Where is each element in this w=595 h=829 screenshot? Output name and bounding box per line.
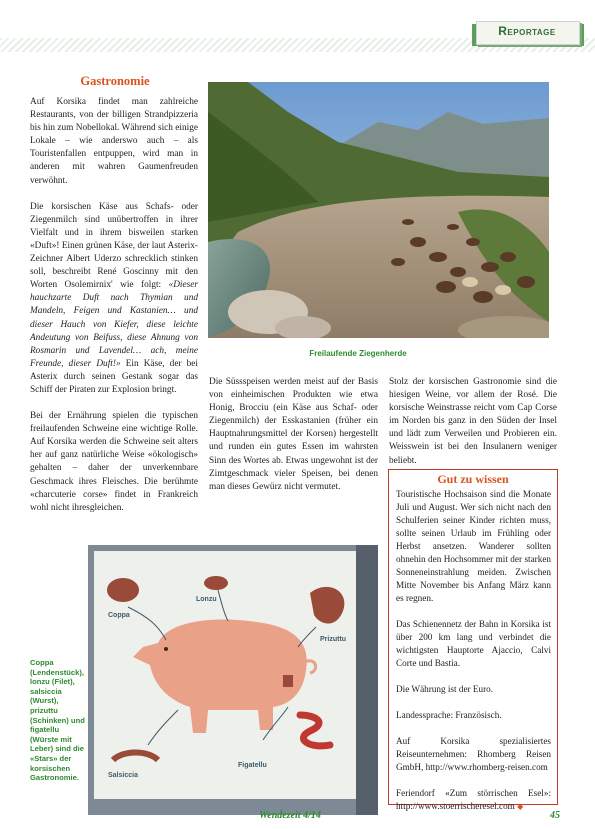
goat-herd-image [208,82,549,338]
end-mark-icon: ◆ [517,802,524,811]
pig-chart-photo [88,545,378,815]
left-column-text [30,96,198,515]
info-rail: Das Schienennetz der Bahn in Korsika ist über 200 km lang und verbindet die wichtigsten Hauptorte Ajaccio, Calvi Corte und Bastia. [396,619,551,668]
right-column-text [389,376,557,468]
goat-photo-caption: Freilaufende Ziegenherde [309,349,407,358]
info-currency: Die Währung ist der Euro. [396,684,494,694]
pig-caption: Coppa (Lendenstück), lonzu (Filet), salsiccia (Wurst), prizuttu (Schinken) und figatellu (Würste mit Leber) sind die «Stars» der korsischen Gastronomie. [30,658,85,783]
paragraph-sweets: Die Süssspeisen werden meist auf der Basis von einheimischen Produkten wie etwa Honig, Brocciu (ein Käse aus Schaf- oder Ziegenmilch) der Esskastanien (früher ein Hauptnahrungsmittel der Korsen) hergestellt und runden ein gutes Essen im wahrsten Sinn des Wortes ab. Etwas ungewohnt ist der Zimtgeschmack vieler Speisen, bei denen man dieses Gewürz nicht vermutet. [209,377,378,492]
goscinny-quote: «Dieser hauchzarte Duft nach Thymian und Mandeln, Feigen und Kastanien… und dieser Hauch von Kiefer, diese leichte Andeutung von Beifuss, diese Ahnung von Rosmarin und Lavendel… ach, meine Freunde, dieser Duft!» [30,280,198,369]
paragraph-pigs: Bei der Ernährung spielen die typischen freilaufenden Schweine eine wichtige Rolle. Auf Korsika werden die Schweine seit alters her auf ganz natürliche Weise «ökologisch» gehalten – daher der unverkennbare Geschmack ihres Fleisches. Die berühmte «charcuterie corse» findet in Frankreich wohl nicht ihresgleichen. [30,411,198,513]
paragraph-restaurants: Auf Korsika findet man zahlreiche Restaurants, von der billigen Strandpizzeria bis hin zum Nobellokal. Während sich einige Lokale – wie anderswo auch – als Touristenfallen entpuppen, wird man in anderen mit wahren Gaumenfreuden verwöhnt. [30,97,198,186]
info-season: Touristische Hochsaison sind die Monate Juli und August. Wer sich nicht nach den Schulferien seiner Kinder richten muss, sollte seinen Urlaub im Frühling oder Herbst ansetzen. Wanderer sollten ohnehin den Hochsommer mit der starken Sonneneinstrahlung meiden. Zwischen Mitte November bis Anfang März kann es regnen. [396,489,551,603]
info-language: Landessprache: Französisch. [396,710,502,720]
goat-herd-photo [208,82,549,338]
info-holiday-village: Feriendorf «Zum störrischen Esel»: http://www.stoerrischeresel.com ◆ [396,788,551,811]
pig-label-lonzu: Lonzu [196,596,217,603]
gastronomie-heading: Gastronomie [80,74,150,88]
pig-label-salsiccia: Salsiccia [108,772,138,779]
paragraph-cheese: Die korsischen Käse aus Schafs- oder Ziegenmilch sind unübertroffen in ihrer Vielfalt und in ihrem bisweilen starken «Duft»! Einen grünen Käse, der laut Asterix-Zeichner Albert Uderzo schrecklich stinken soll, beschreibt René Goscinny mit den Worten Osolemirnix' wie folgt: «Dieser hauchzarte Duft nach Thymian und Mandeln, Feigen und Kastanien… und dieser Hauch von Kiefer, diese leichte Andeutung von Beifuss, diese Ahnung von Rosmarin und Lavendel… ach, meine Freunde, dieser Duft!» Ein Käse, der bei Asterix durch seinen Gestank sogar das Schiff der Piraten zur Explosion bringt. [30,201,198,395]
pig-charcuterie-image [88,545,378,815]
middle-column-text [209,376,378,494]
pig-label-coppa: Coppa [108,612,130,619]
info-box-title: Gut zu wissen [437,472,509,486]
info-tour-operator: Auf Korsika spezialisiertes Reiseunternehmen: Rhomberg Reisen GmbH, http://www.rhomberg-reisen.com [396,736,551,772]
info-box [388,469,558,811]
page-number: 45 [550,810,560,821]
footer-magazine-title: Wendezeit 4/14 [259,810,321,821]
pig-label-prizuttu: Prizuttu [320,636,347,643]
section-title: Reportage [498,24,556,38]
pig-label-figatellu: Figatellu [238,762,267,769]
info-box-text [389,487,557,813]
paragraph-wine: Stolz der korsischen Gastronomie sind die hiesigen Weine, vor allem der Rosé. Die korsische Weinstrasse reicht vom Cap Corse im Norden bis ganz in den Süden der Insel und lädt zum Verweilen und Probieren ein. Weisswein ist bei den Insulanern weniger beliebt. [389,377,557,466]
